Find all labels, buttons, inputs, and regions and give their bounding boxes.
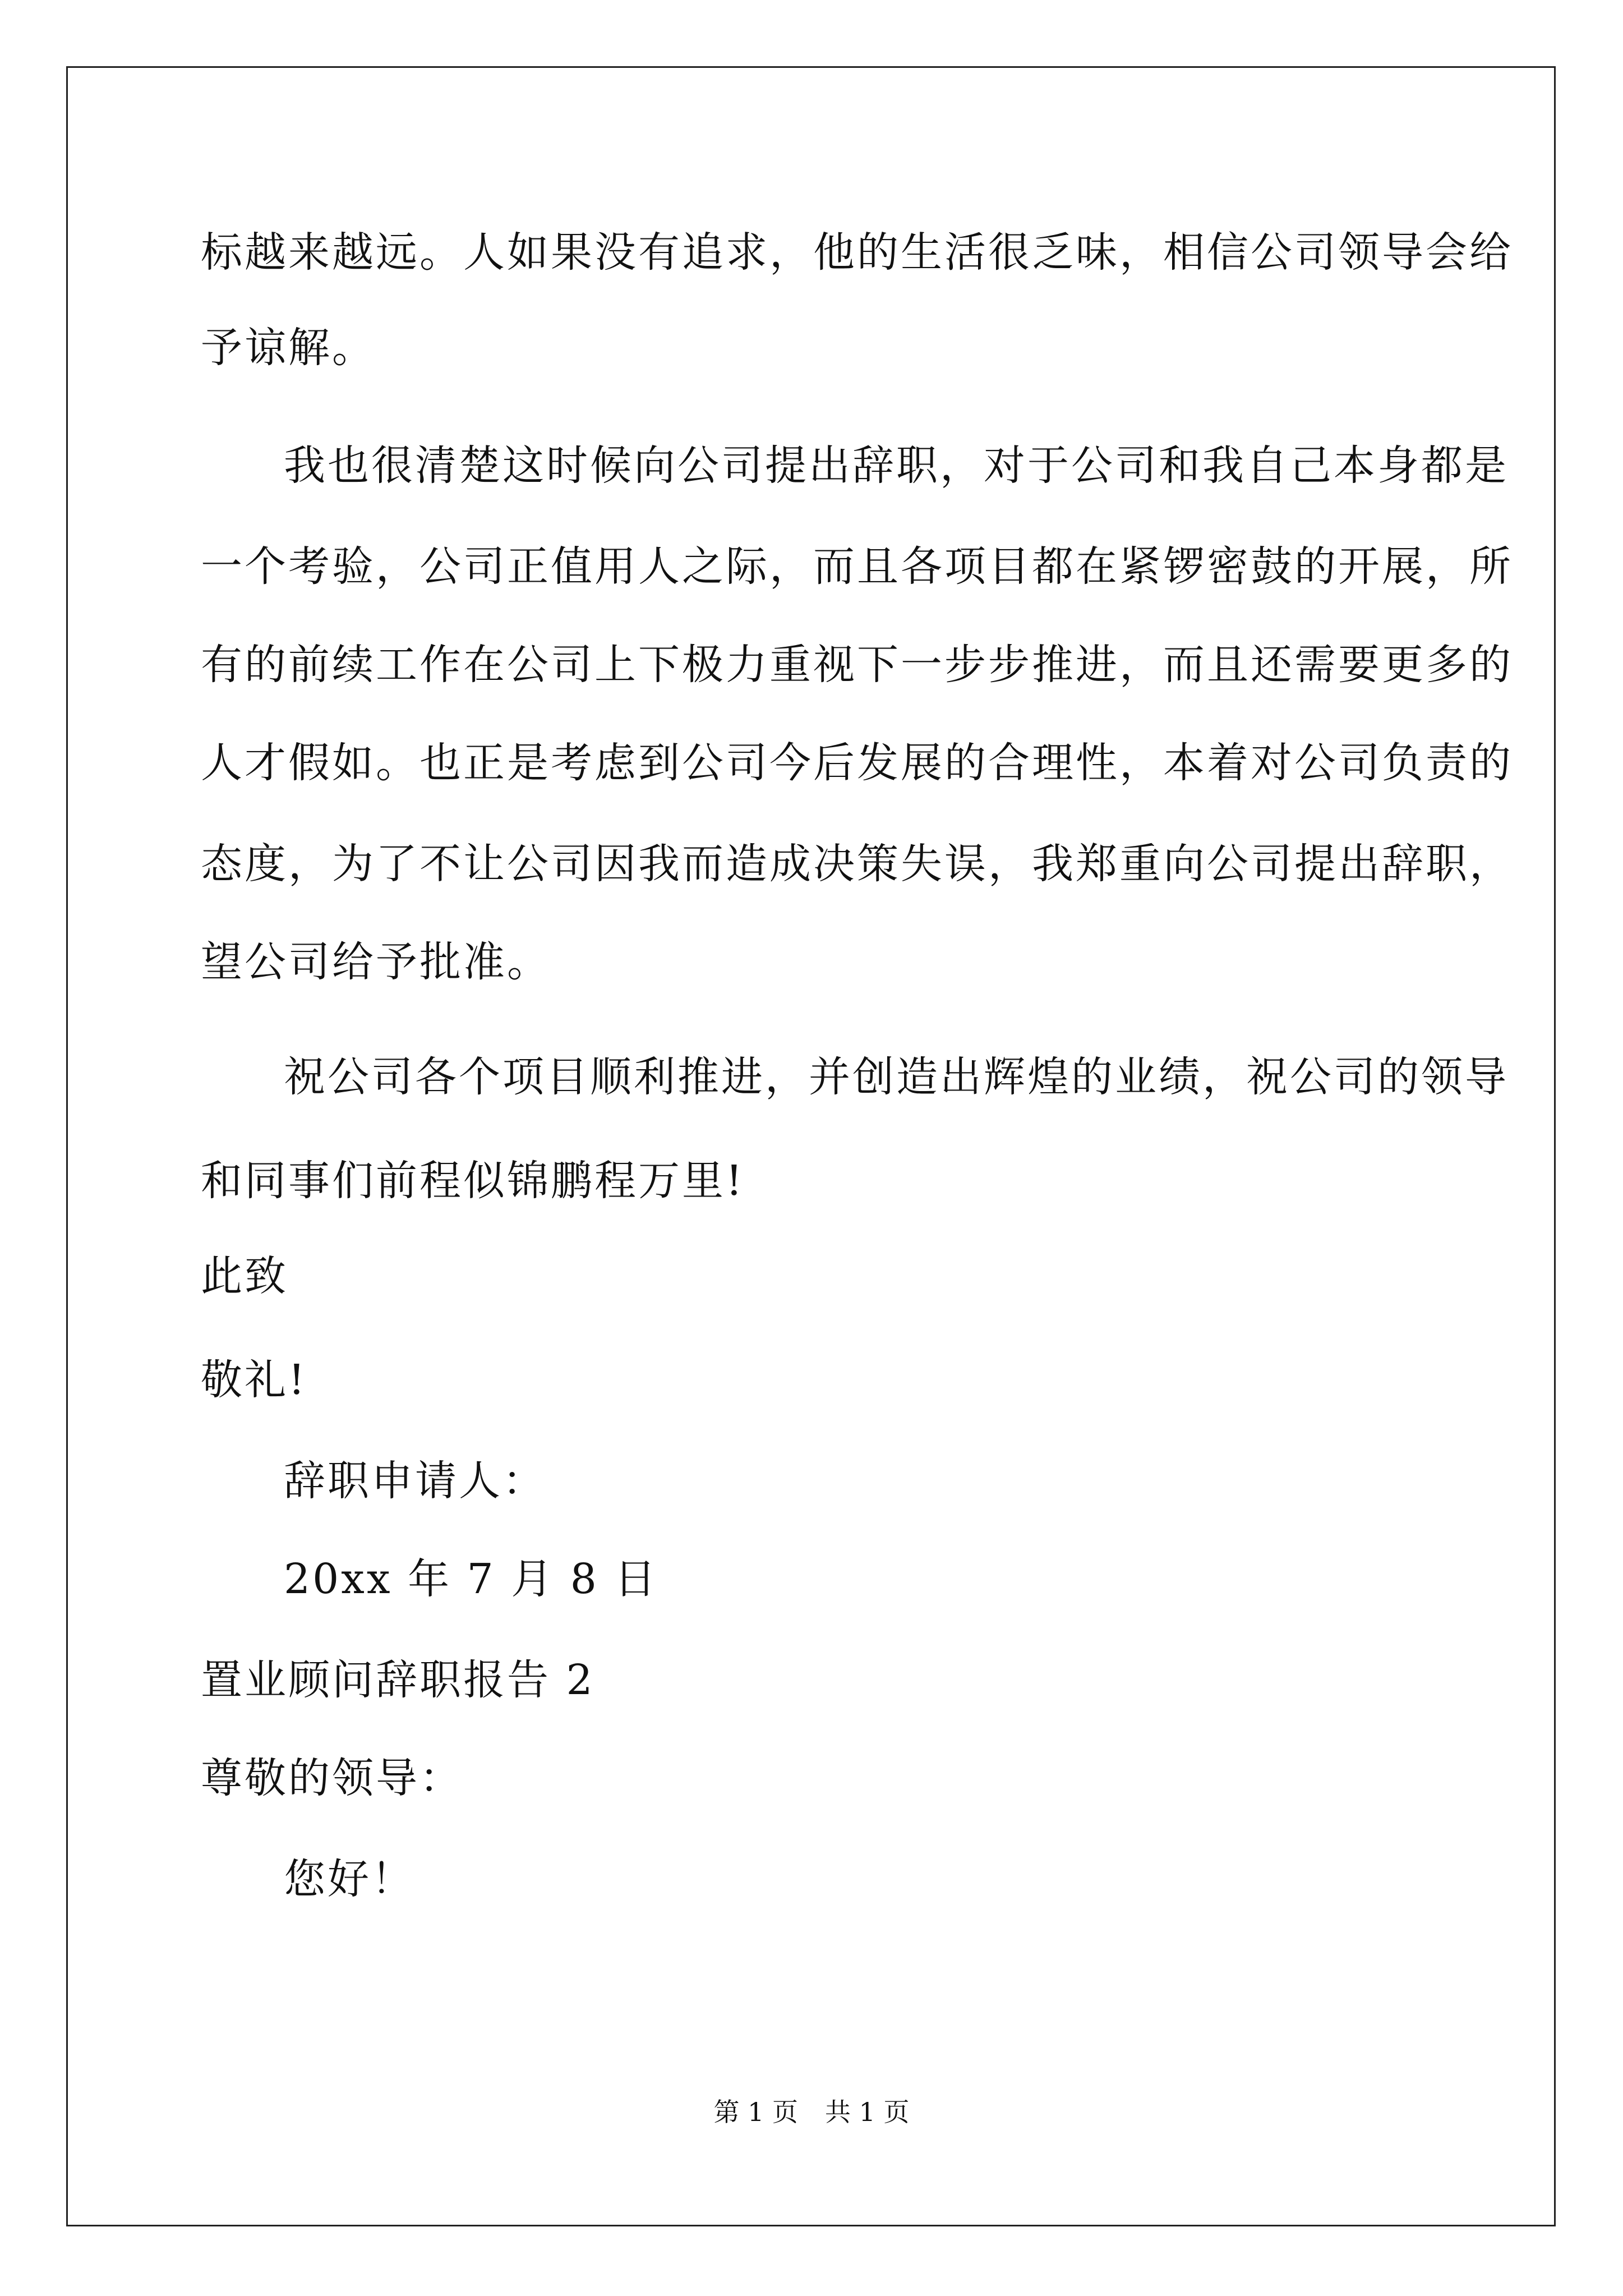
date-line: 20xx 年 7 月 8 日	[284, 1555, 658, 1603]
paragraph-line: 我也很清楚这时候向公司提出辞职，对于公司和我自己本身都是	[284, 441, 1509, 490]
section-title: 置业顾问辞职报告 2	[201, 1656, 595, 1704]
paragraph-line: 望公司给予批准。	[201, 938, 551, 986]
page-number: 第 1 页	[713, 2097, 798, 2127]
greeting: 您好！	[284, 1855, 415, 1903]
paragraph-line: 态度，为了不让公司因我而造成决策失误，我郑重向公司提出辞职，	[201, 840, 1513, 888]
paragraph-line: 和同事们前程似锦鹏程万里!	[201, 1157, 745, 1205]
paragraph-line: 有的前续工作在公司上下极力重视下一步步推进，而且还需要更多的	[201, 641, 1513, 689]
paragraph-line: 标越来越远。人如果没有追求，他的生活很乏味，相信公司领导会给	[201, 228, 1513, 277]
page-total: 共 1 页	[825, 2097, 910, 2127]
paragraph-line: 一个考验，公司正值用人之际，而且各项目都在紧锣密鼓的开展，所	[201, 542, 1513, 591]
paragraph-line: 祝公司各个项目顺利推进，并创造出辉煌的业绩，祝公司的领导	[284, 1053, 1509, 1101]
paragraph-line: 予谅解。	[201, 324, 376, 372]
page-footer	[0, 2095, 1623, 2129]
paragraph-line: 人才假如。也正是考虑到公司今后发展的合理性，本着对公司负责的	[201, 739, 1513, 787]
signature-label: 辞职申请人：	[284, 1457, 546, 1505]
salutation: 尊敬的领导：	[201, 1754, 463, 1802]
closing-line: 此致	[201, 1252, 288, 1300]
closing-line: 敬礼!	[201, 1356, 307, 1404]
